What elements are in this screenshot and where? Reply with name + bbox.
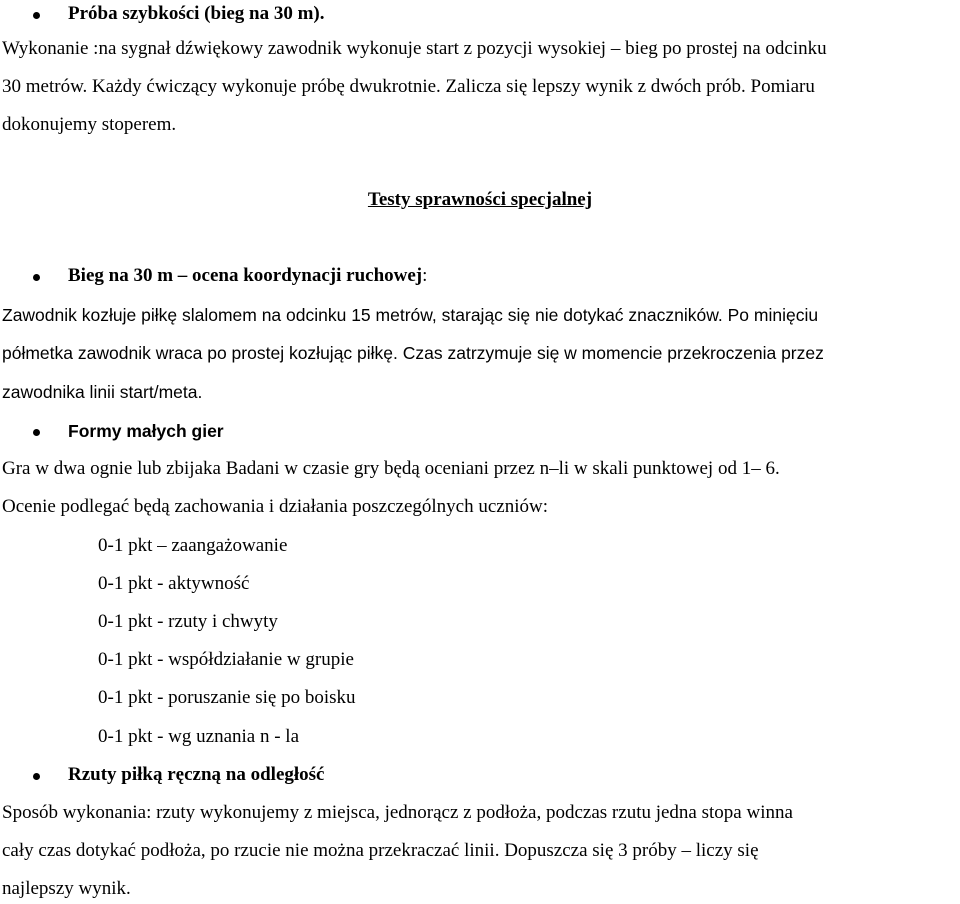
paragraph-line: Gra w dwa ognie lub zbijaka Badani w czasie gry będą oceniani przez n–li w skali punktowej od 1– 6. <box>2 458 780 479</box>
paragraph-line: Ocenie podlegać będą zachowania i działania poszczególnych uczniów: <box>2 496 548 517</box>
paragraph-line: najlepszy wynik. <box>2 878 131 899</box>
criteria-item: 0-1 pkt - aktywność <box>98 573 250 594</box>
bullet-icon <box>33 773 40 780</box>
paragraph-line: Zawodnik kozłuje piłkę slalomem na odcinku 15 metrów, starając się nie dotykać znaczników. Po minięciu <box>2 305 819 325</box>
paragraph-line: półmetka zawodnik wraca po prostej kozłując piłkę. Czas zatrzymuje się w momencie przekroczenia przez <box>2 343 824 363</box>
paragraph-line: cały czas dotykać podłoża, po rzucie nie można przekraczać linii. Dopuszcza się 3 próby – liczy się <box>2 840 759 861</box>
criteria-item: 0-1 pkt - poruszanie się po boisku <box>98 687 356 708</box>
section-heading-label: Bieg na 30 m – ocena koordynacji ruchowej <box>68 265 423 286</box>
criteria-item: 0-1 pkt - rzuty i chwyty <box>98 611 278 632</box>
page-title: Testy sprawności specjalnej <box>367 189 593 210</box>
criteria-item: 0-1 pkt - współdziałanie w grupie <box>98 649 354 670</box>
bullet-icon <box>33 429 40 436</box>
section-heading: Formy małych gier <box>68 421 224 441</box>
section-heading-suffix: : <box>422 265 428 286</box>
paragraph-line: 30 metrów. Każdy ćwiczący wykonuje próbę dwukrotnie. Zalicza się lepszy wynik z dwóch prób. Pomiaru <box>2 76 815 97</box>
section-heading <box>68 264 427 288</box>
criteria-item: 0-1 pkt - wg uznania n - la <box>98 726 300 747</box>
section-heading: Rzuty piłką ręczną na odległość <box>68 764 325 785</box>
section-heading: Próba szybkości (bieg na 30 m). <box>68 3 325 24</box>
bullet-icon <box>33 274 40 281</box>
paragraph-line: Sposób wykonania: rzuty wykonujemy z miejsca, jednorącz z podłoża, podczas rzutu jedna stopa winna <box>2 802 793 823</box>
bullet-icon <box>33 12 40 19</box>
paragraph-line: Wykonanie :na sygnał dźwiękowy zawodnik wykonuje start z pozycji wysokiej – bieg po prostej na odcinku <box>2 38 827 59</box>
paragraph-line: dokonujemy stoperem. <box>2 114 177 135</box>
criteria-item: 0-1 pkt – zaangażowanie <box>98 535 288 556</box>
paragraph-line: zawodnika linii start/meta. <box>2 382 203 402</box>
